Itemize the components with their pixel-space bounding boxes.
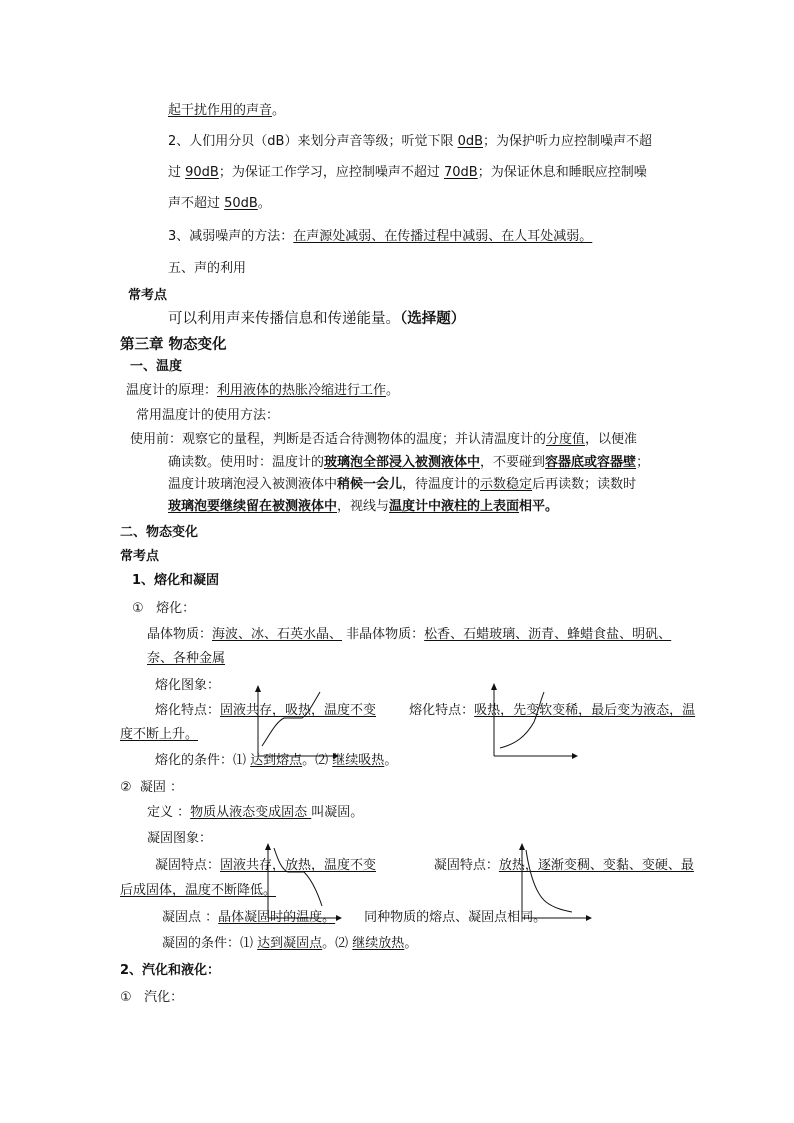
amorphous-melting-graph bbox=[482, 684, 582, 764]
noise-definition-end: 起干扰作用的声音。 bbox=[168, 103, 286, 118]
chapter-title: 第三章 物态变化 bbox=[120, 337, 227, 353]
crystal-types-line-1: 晶体物质：海波、冰、石英水晶、 非晶体物质：松香、石蜡玻璃、沥青、蜂蜡食盐、明矾、 bbox=[147, 627, 672, 642]
melting-conditions: 熔化的条件：⑴ 达到熔点。⑵ 继续吸热。 bbox=[155, 753, 398, 768]
solidification-features: 凝固特点：固液共存，放热，温度不变 凝固特点：放热，逐渐变稠、变黏、变硬、最 bbox=[155, 858, 694, 873]
decibel-line-3: 声不超过 50dB。 bbox=[168, 196, 271, 211]
solidification-features-cont: 后成固体，温度不断降低。 bbox=[120, 883, 277, 898]
melting-features: 熔化特点：固液共存，吸热，温度不变 熔化特点：吸热，先变软变稀，最后变为液态，温 bbox=[155, 703, 696, 718]
usage-line-2: 确读数。使用时：温度计的玻璃泡全部浸入被测液体中，不要碰到容器底或容器壁； bbox=[168, 455, 650, 470]
melting-label: ① 熔化： bbox=[132, 601, 196, 616]
melting-features-cont: 度不断上升。 bbox=[120, 727, 199, 742]
thermometer-usage-title: 常用温度计的使用方法： bbox=[136, 408, 280, 423]
solidification-label: ② 凝固 ： bbox=[120, 780, 184, 795]
usage-line-1: 使用前：观察它的量程，判断是否适合待测物体的温度；并认清温度计的分度值，以便准 bbox=[130, 432, 638, 447]
melting-solidification-heading: 1、熔化和凝固 bbox=[132, 573, 220, 588]
solidification-conditions: 凝固的条件：⑴ 达到凝固点。⑵ 继续放热。 bbox=[162, 936, 418, 951]
decibel-line-2: 过 90dB；为保证工作学习，应控制噪声不超过 70dB；为保证休息和睡眠应控制噪 bbox=[168, 165, 647, 180]
key-point-label-2: 常考点 bbox=[120, 549, 160, 564]
usage-line-3: 温度计玻璃泡浸入被测液体中稍候一会儿，待温度计的示数稳定后再读数；读数时 bbox=[168, 477, 637, 492]
freezing-point: 凝固点 ：晶体凝固时的温度。 同种物质的熔点、凝固点相同。 bbox=[162, 910, 547, 925]
sound-usage-text: 可以利用声来传播信息和传递能量。（选择题） bbox=[168, 311, 466, 327]
vaporization-liquefaction-heading: 2、汽化和液化： bbox=[120, 963, 221, 978]
crystal-types-line-2: 奈、各种金属 bbox=[147, 651, 226, 666]
vaporization-label: ① 汽化： bbox=[120, 990, 184, 1005]
melting-graph-label: 熔化图象： bbox=[155, 678, 221, 693]
solidification-graph-label: 凝固图象： bbox=[147, 831, 213, 846]
section-five-heading: 五、声的利用 bbox=[168, 261, 247, 276]
key-point-label: 常考点 bbox=[128, 288, 168, 303]
solidification-definition: 定义 ：物质从液态变成固态 叫凝固。 bbox=[147, 805, 364, 820]
decibel-line-1: 2、人们用分贝（dB）来划分声音等级；听觉下限 0dB；为保护听力应控制噪声不超 bbox=[168, 134, 653, 149]
noise-reduction-methods: 3、减弱噪声的方法：在声源处减弱、在传播过程中减弱、在人耳处减弱。 bbox=[168, 229, 593, 244]
thermometer-principle: 温度计的原理：利用液体的热胀冷缩进行工作。 bbox=[126, 383, 400, 398]
usage-line-4: 玻璃泡要继续留在被测液体中，视线与温度计中液柱的上表面相平。 bbox=[168, 499, 559, 514]
temperature-heading: 一、温度 bbox=[130, 359, 183, 374]
state-change-heading: 二、物态变化 bbox=[120, 525, 199, 540]
